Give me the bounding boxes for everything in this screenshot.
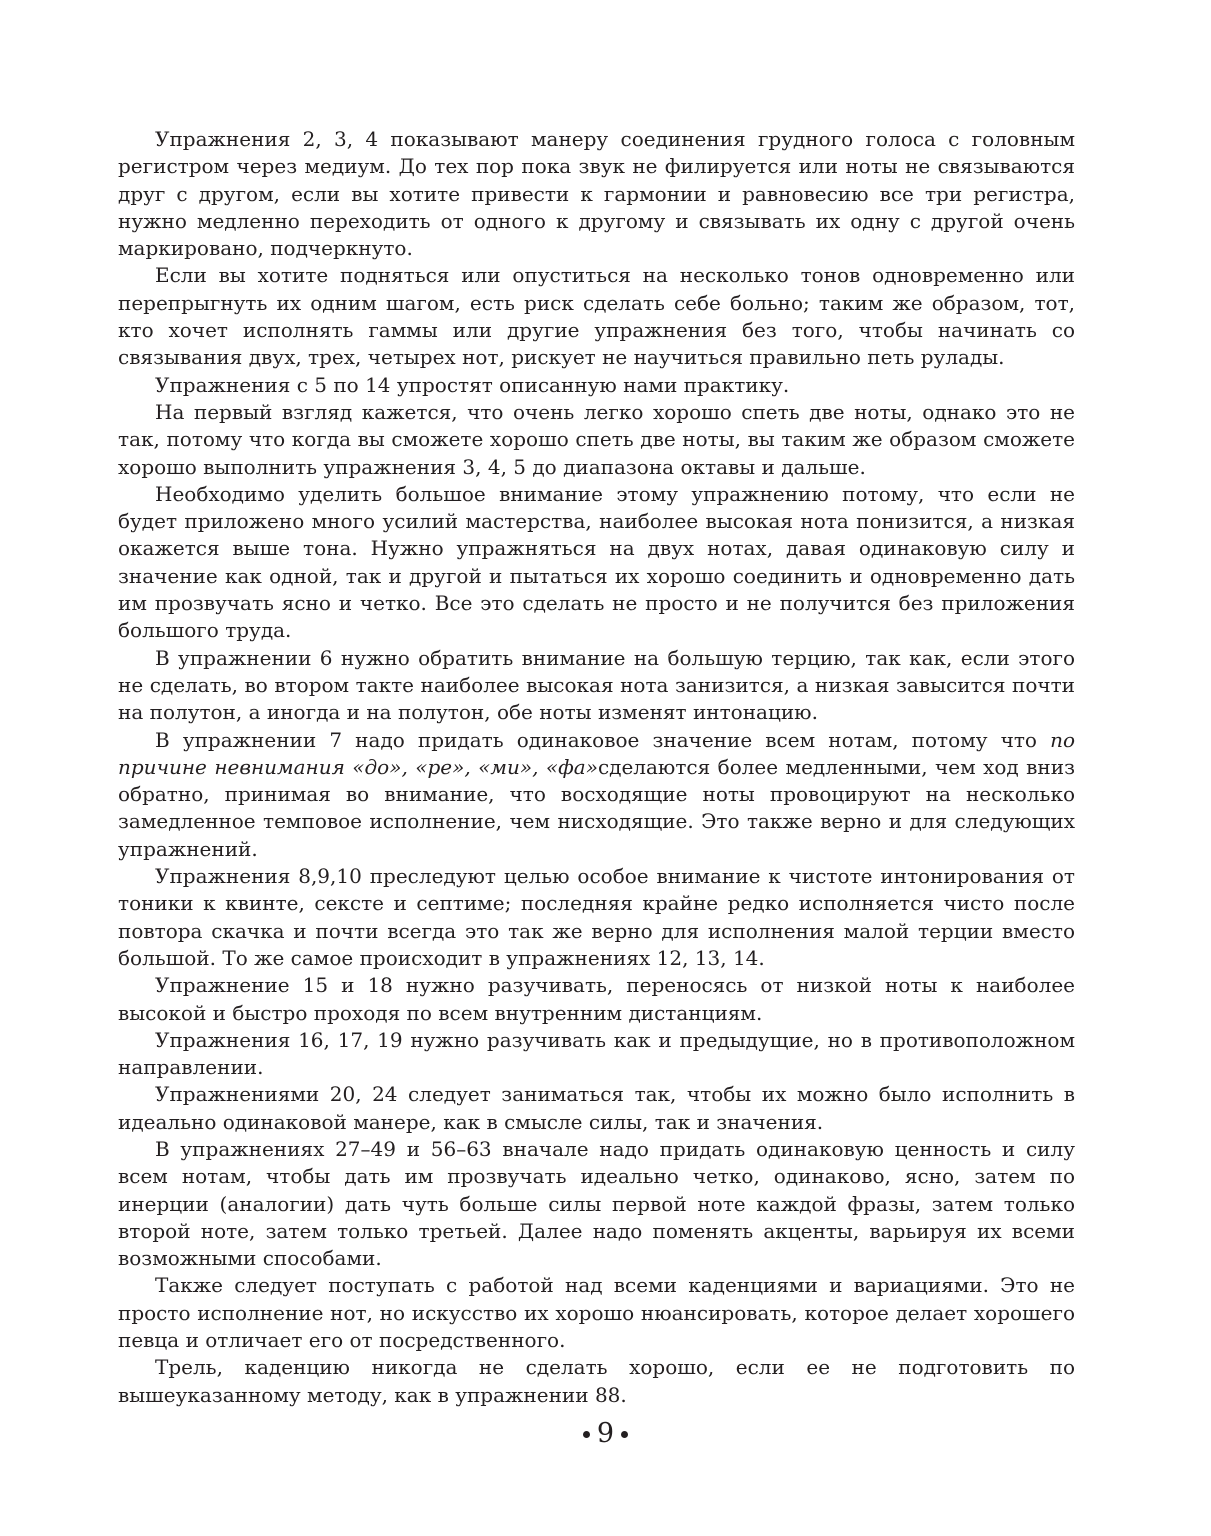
paragraph-8: Упражнения 8,9,10 преследуют целью особое внимание к чистоте интонирования от тоники к квинте, сексте и септиме; последняя крайне редко исполняется чисто после повтора скачка и почти всегда это так же верно для исполнения малой терции вместо большой. То же самое происходит в упражнениях 12, 13, 14. bbox=[118, 864, 1075, 970]
paragraph-6: В упражнении 6 нужно обратить внимание на большую терцию, так как, если этого не сделать, во втором такте наиболее высокая нота занизится, а низкая завысится почти на полутон, а иногда и на полутон, обе ноты изменят интонацию. bbox=[118, 645, 1075, 725]
paragraph-12: В упражнениях 27–49 и 56–63 вначале надо придать одинаковую ценность и силу всем нотам, чтобы дать им прозвучать идеально четко, одинаково, ясно, затем по инерции (аналогии) дать чуть больше силы первой ноте каждой фразы, затем только второй ноте, затем только третьей. Далее надо поменять акценты, варьируя их всеми возможными способами. bbox=[118, 1136, 1075, 1271]
paragraph-13: Также следует поступать с работой над всеми каденциями и вариациями. Это не просто исполнение нот, но искусство их хорошо нюансировать, которое делает хорошего певца и отличает его от посредственного. bbox=[118, 1273, 1075, 1353]
paragraph-7-italic: по причине невнимания «до», «ре», «ми», «фа» bbox=[118, 727, 1075, 779]
paragraph-9: Упражнение 15 и 18 нужно разучивать, переносясь от низкой ноты к наиболее высокой и быстро проходя по всем внутренним дистанциям. bbox=[118, 973, 1075, 1025]
paragraph-3: Упражнения с 5 по 14 упростят описанную нами практику. bbox=[155, 372, 790, 397]
paragraph-11: Упражнениями 20, 24 следует заниматься так, чтобы их можно было исполнить в идеально одинаковой манере, как в смысле силы, так и значения. bbox=[118, 1082, 1075, 1134]
paragraph-1: Упражнения 2, 3, 4 показывают манеру соединения грудного голоса с головным регистром через медиум. До тех пор пока звук не филируется или ноты не связываются друг с другом, если вы хотите привести к гармонии и равновесию все три регистра, нужно медленно переходить от одного к другому и связывать их одну с другой очень маркировано, подчеркнуто. bbox=[118, 127, 1075, 261]
page-number bbox=[0, 1418, 1211, 1449]
paragraph-4: На первый взгляд кажется, что очень легко хорошо спеть две ноты, однако это не так, потому что когда вы сможете хорошо спеть две ноты, вы таким же образом сможете хорошо выполнить упражнения 3, 4, 5 до диапазона октавы и дальше. bbox=[118, 399, 1075, 479]
paragraph-14: Трель, каденцию никогда не сделать хорошо, если ее не подготовить по вышеуказанному методу, как в упражнении 88. bbox=[118, 1355, 1075, 1407]
paragraph-7-start: В упражнении 7 надо придать одинаковое значение всем нотам, потому что bbox=[155, 727, 1051, 752]
paragraph-5: Необходимо уделить большое внимание этому упражнению потому, что если не будет приложено много усилий мастерства, наиболее высокая нота понизится, а низкая окажется выше тона. Нужно упражняться на двух нотах, давая одинаковую силу и значение как одной, так и другой и пытаться их хорошо соединить и одновременно дать им прозвучать ясно и четко. Все это сделать не просто и не получится без приложения большого труда. bbox=[118, 481, 1075, 643]
paragraph-2: Если вы хотите подняться или опуститься на несколько тонов одновременно или перепрыгнуть их одним шагом, есть риск сделать себе больно; таким же образом, тот, кто хочет исполнять гаммы или другие упражнения без того, чтобы начинать со связывания двух, трех, четырех нот, рискует не научиться правильно петь рулады. bbox=[118, 263, 1075, 370]
paragraph-7 bbox=[118, 727, 1075, 863]
paragraph-10: Упражнения 16, 17, 19 нужно разучивать как и предыдущие, но в противоположном направлении. bbox=[118, 1027, 1075, 1080]
page-number-value: 9 bbox=[596, 1418, 615, 1449]
bullet-dot-icon bbox=[621, 1431, 628, 1438]
bullet-dot-icon bbox=[583, 1431, 590, 1438]
paragraph-7-end: сделаются более медленными, чем ход вниз обратно, принимая во внимание, что восходящие ноты провоцируют на несколько замедленное темповое исполнение, чем нисходящие. Это также верно и для следующих упражнений. bbox=[118, 754, 1075, 861]
page-body bbox=[118, 126, 1075, 1409]
